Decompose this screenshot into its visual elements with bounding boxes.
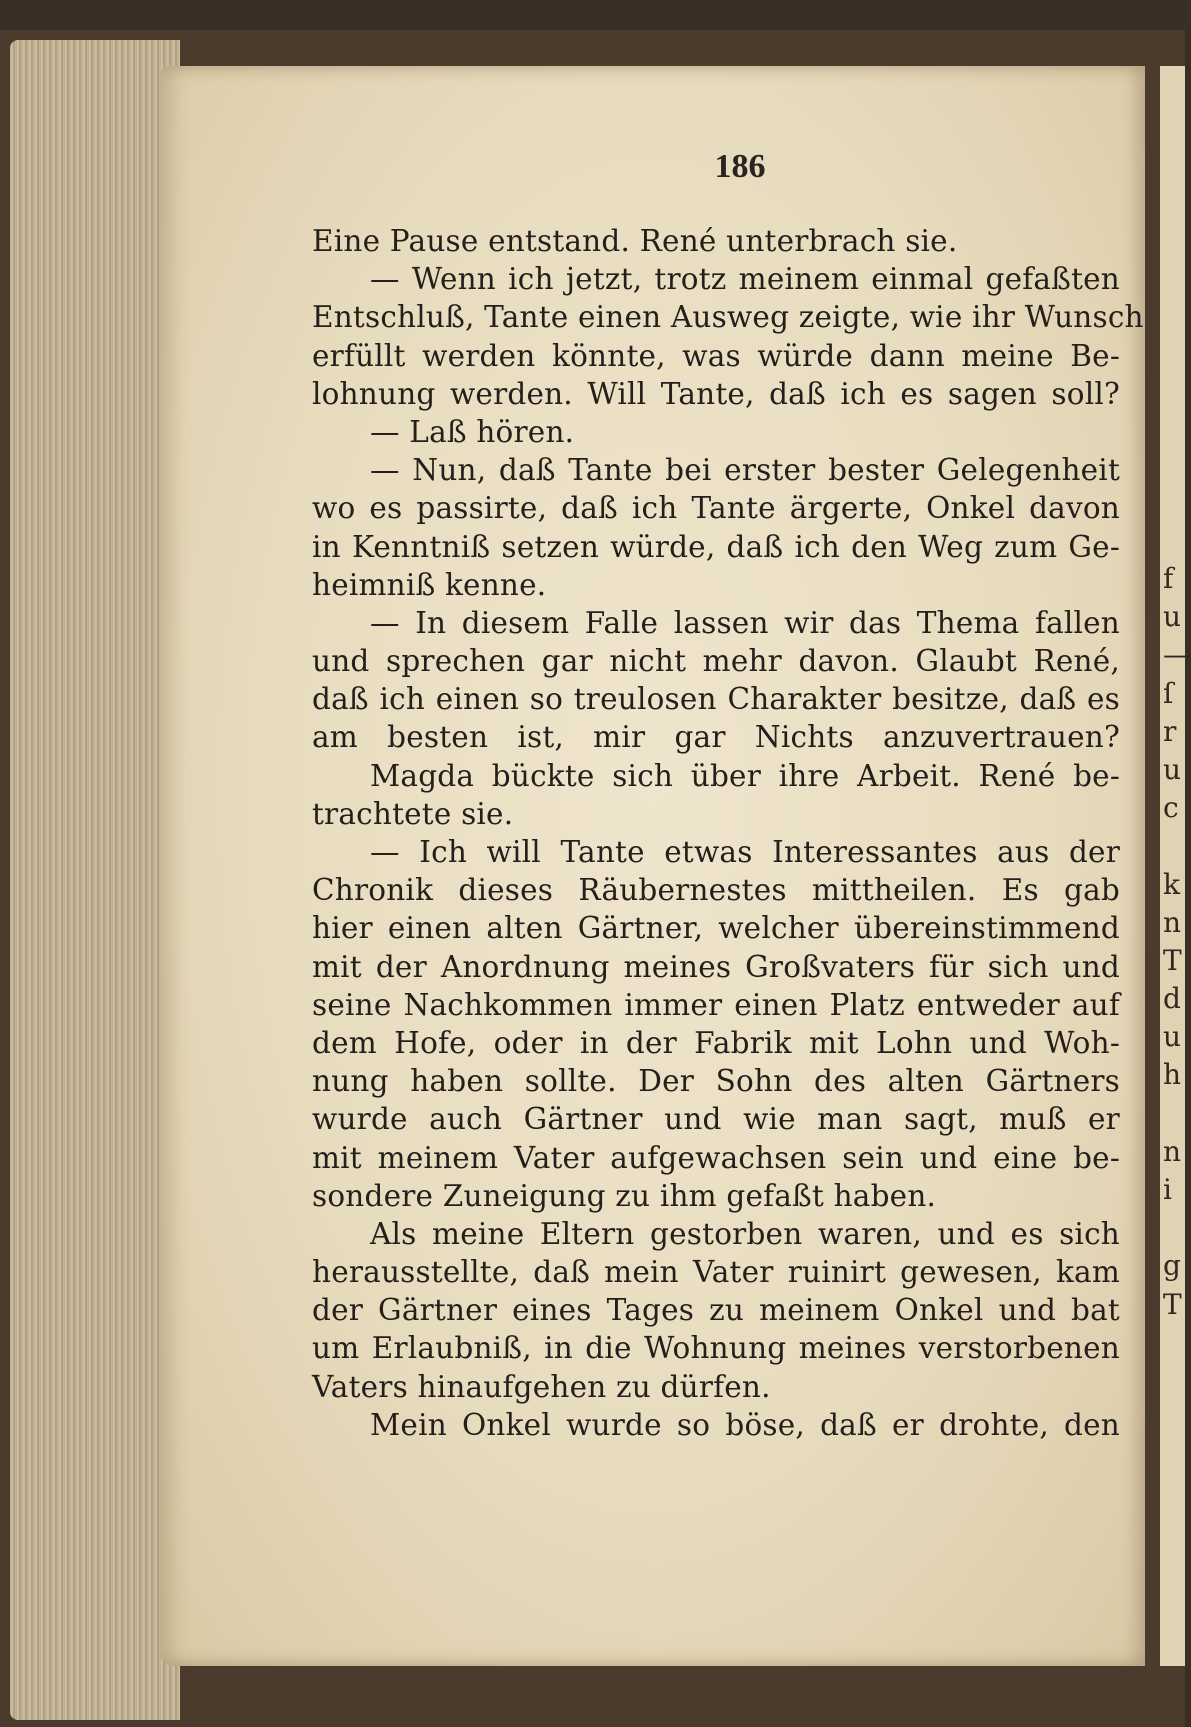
text-line: am besten ist, mir gar Nichts anzuvertrauen?	[312, 720, 1120, 755]
text-line: lohnung werden. Will Tante, daß ich es sagen soll?	[312, 376, 1120, 411]
text-line: wo es passirte, daß ich Tante ärgerte, Onkel davon	[312, 491, 1120, 526]
text-line: — In diesem Falle lassen wir das Thema fallen	[370, 605, 1120, 640]
text-line: Chronik dieses Räubernestes mittheilen. Es gab	[312, 873, 1120, 908]
margin-letter: g	[1163, 1249, 1181, 1283]
margin-letter: i	[1163, 1173, 1172, 1206]
text-line: — Nun, daß Tante bei erster bester Gelegenheit	[370, 453, 1120, 488]
text-line: mit meinem Vater aufgewachsen sein und eine be-	[312, 1140, 1120, 1175]
margin-letter: T	[1163, 1287, 1182, 1321]
margin-letter: f	[1163, 562, 1174, 595]
margin-letter: h	[1163, 1058, 1182, 1092]
text-line: herausstellte, daß mein Vater ruinirt gewesen, kam	[312, 1255, 1120, 1290]
text-line: — Wenn ich jetzt, trotz meinem einmal gefaßten	[370, 262, 1120, 297]
margin-letter: n	[1163, 905, 1182, 939]
text-line: daß ich einen so treulosen Charakter besitze, daß es	[312, 682, 1120, 717]
text-line: — Ich will Tante etwas Interessantes aus der	[370, 835, 1120, 869]
margin-letter: T	[1163, 943, 1182, 977]
margin-letter: r	[1163, 714, 1177, 748]
margin-letter	[1163, 827, 1185, 865]
margin-letter: u	[1163, 752, 1182, 786]
margin-letter	[1163, 1209, 1185, 1247]
text-line: in Kenntniß setzen würde, daß ich den Weg zum Ge-	[312, 529, 1120, 564]
text-line: Magda bückte sich über ihre Arbeit. René be-	[370, 758, 1120, 793]
text-line: nung haben sollte. Der Sohn des alten Gärtners	[312, 1064, 1120, 1099]
margin-letter: u	[1163, 1020, 1182, 1054]
text-line: dem Hofe, oder in der Fabrik mit Lohn und Woh-	[312, 1025, 1120, 1060]
text-line: Entschluß, Tante einen Ausweg zeigte, wie ihr Wunsch	[312, 300, 1144, 335]
text-line: wurde auch Gärtner und wie man sagt, muß er	[312, 1102, 1120, 1137]
text-line: Mein Onkel wurde so böse, daß er drohte, den	[370, 1407, 1120, 1442]
text-line: Vaters hinaufgehen zu dürfen.	[312, 1369, 771, 1404]
text-line: trachtete sie.	[312, 796, 514, 831]
margin-letter: c	[1163, 791, 1179, 825]
margin-letter: —	[1163, 638, 1191, 672]
next-page-margin-text	[1163, 560, 1191, 1324]
text-line: mit der Anordnung meines Großvaters für sich und	[312, 949, 1120, 984]
margin-letter: k	[1163, 867, 1180, 901]
text-line: — Laß hören.	[370, 414, 575, 449]
margin-letter: ſ	[1163, 676, 1174, 710]
text-line: erfüllt werden könnte, was würde dann meine Be-	[312, 338, 1120, 373]
text-line: Eine Pause entstand. René unterbrach sie.	[312, 224, 958, 258]
text-line: Als meine Eltern gestorben waren, und es sich	[370, 1216, 1120, 1251]
page-number: 186	[714, 148, 766, 185]
page-edges	[10, 40, 180, 1720]
text-line: und sprechen gar nicht mehr davon. Glaubt René,	[312, 644, 1120, 679]
text-line: um Erlaubniß, in die Wohnung meines verstorbenen	[312, 1331, 1120, 1366]
page-text	[312, 222, 1144, 1444]
margin-letter	[1163, 1095, 1185, 1133]
text-line: heimniß kenne.	[312, 567, 547, 602]
text-line: der Gärtner eines Tages zu meinem Onkel und bat	[312, 1293, 1120, 1328]
text-line: sondere Zuneigung zu ihm gefaßt haben.	[312, 1178, 937, 1213]
margin-letter: n	[1163, 1134, 1182, 1168]
text-line: hier einen alten Gärtner, welcher übereinstimmend	[312, 911, 1120, 946]
margin-letter: u	[1163, 600, 1182, 634]
margin-letter: d	[1163, 982, 1181, 1016]
text-line: seine Nachkommen immer einen Platz entweder auf	[312, 987, 1120, 1022]
